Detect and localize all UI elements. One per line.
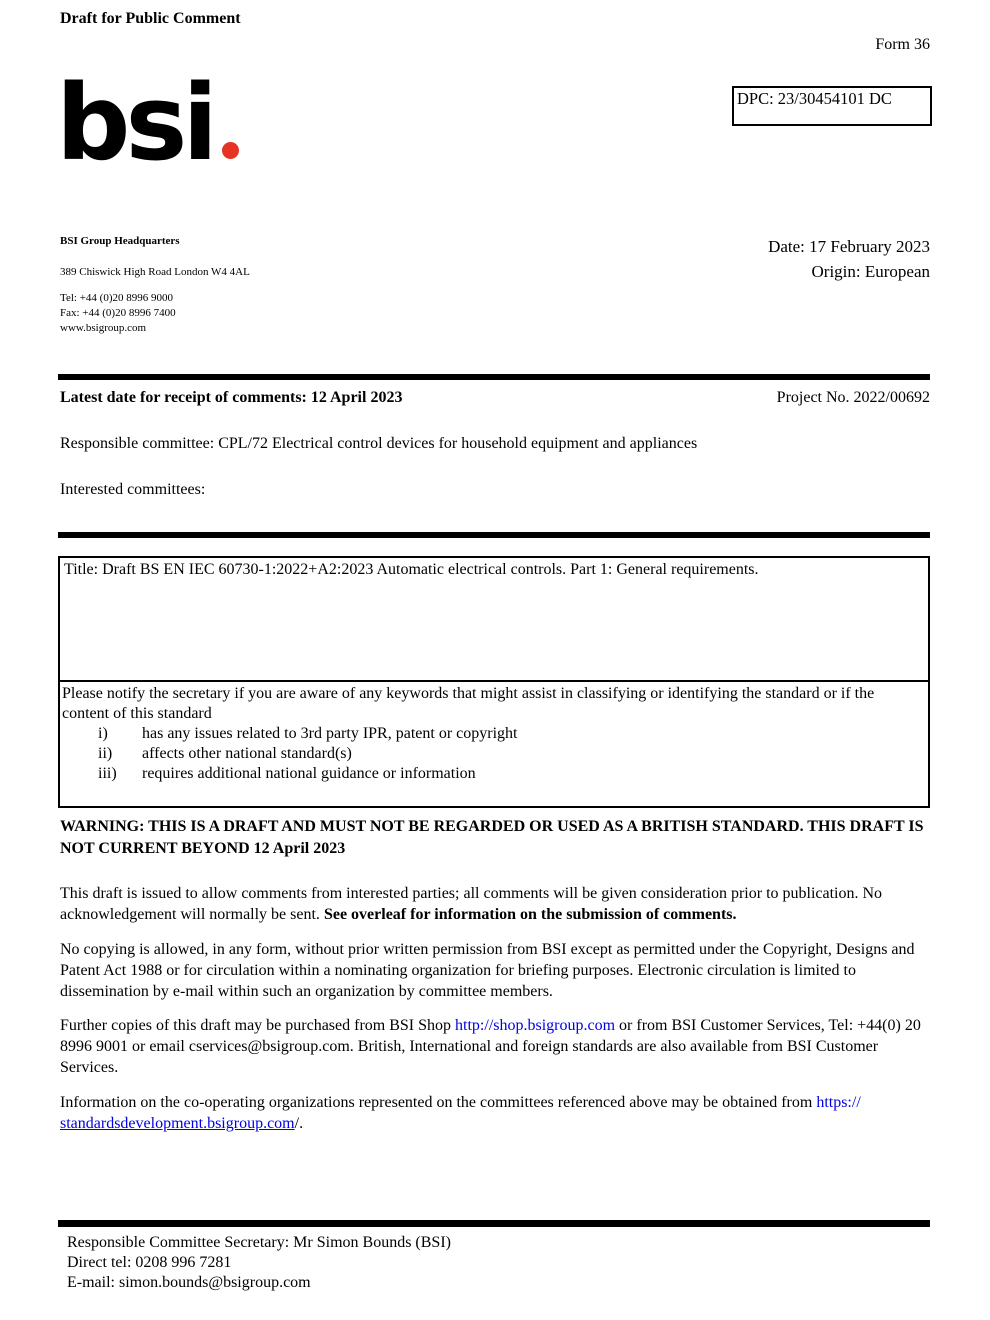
keywords-item-text: requires additional national guidance or information xyxy=(142,765,476,782)
title-keywords-box xyxy=(58,556,930,808)
keywords-intro: Please notify the secretary if you are aware of any keywords that might assist in classifying or identifying the standard or if the content of this standard xyxy=(62,685,875,722)
dpc-number-box xyxy=(732,86,932,126)
keywords-item xyxy=(62,724,924,744)
form-number: Form 36 xyxy=(875,36,930,53)
footer-block xyxy=(67,1233,451,1293)
divider-bar-footer xyxy=(58,1220,930,1227)
interested-committees: Interested committees: xyxy=(60,481,206,498)
standard-title: Title: Draft BS EN IEC 60730-1:2022+A2:2023 Automatic electrical controls. Part 1: General requirements. xyxy=(64,561,759,578)
keywords-item xyxy=(62,744,924,764)
keywords-section xyxy=(60,682,928,806)
warning-text: WARNING: THIS IS A DRAFT AND MUST NOT BE REGARDED OR USED AS A BRITISH STANDARD. THIS DRAFT IS NOT CURRENT BEYOND 12 April 2023 xyxy=(60,818,924,857)
bsi-shop-link[interactable]: http://shop.bsigroup.com xyxy=(455,1017,616,1034)
footer-email: E-mail: simon.bounds@bsigroup.com xyxy=(67,1274,311,1291)
hq-fax: Fax: +44 (0)20 8996 7400 xyxy=(60,307,176,319)
keywords-item-numeral: ii) xyxy=(98,745,113,762)
hq-tel: Tel: +44 (0)20 8996 9000 xyxy=(60,292,173,304)
hq-website: www.bsigroup.com xyxy=(60,322,147,334)
dpc-number: DPC: 23/30454101 DC xyxy=(737,89,892,108)
title-section xyxy=(60,558,928,682)
date-line: Date: 17 February 2023 xyxy=(768,237,930,256)
see-overleaf-text: See overleaf for information on the submission of comments. xyxy=(323,906,737,923)
hq-name: BSI Group Headquarters xyxy=(60,235,180,247)
divider-bar-top xyxy=(58,374,930,380)
paragraph-cooperating-orgs xyxy=(60,1092,934,1134)
standards-development-link-scheme[interactable]: https:// xyxy=(816,1094,861,1111)
committee-secretary: Responsible Committee Secretary: Mr Simon Bounds (BSI) xyxy=(67,1234,451,1251)
customer-services-text: or from BSI Customer Services, Tel: +44(0) 20 8996 9001 or email cservices@bsigroup.com. British, International and foreign standards are also available from BSI Customer Services. xyxy=(60,1017,921,1076)
comments-deadline-row xyxy=(60,389,930,407)
bsi-logo-text: bsi xyxy=(56,62,213,184)
cooperating-orgs-period: /. xyxy=(294,1115,304,1132)
cooperating-orgs-text: Information on the co-operating organizations represented on the committees referenced above may be obtained from xyxy=(60,1094,817,1111)
latest-date-for-comments: Latest date for receipt of comments: 12 April 2023 xyxy=(60,389,403,406)
bsi-logo-red-dot xyxy=(222,142,239,159)
bsi-logo xyxy=(56,62,239,184)
keywords-item-text: has any issues related to 3rd party IPR, patent or copyright xyxy=(142,725,518,742)
keywords-item xyxy=(62,764,924,784)
hq-street: 389 Chiswick High Road London W4 4AL xyxy=(60,266,250,278)
doc-type-heading: Draft for Public Comment xyxy=(60,10,241,27)
draft-issued-text: This draft is issued to allow comments from interested parties; all comments will be given consideration prior to publication. No acknowledgement will normally be sent. xyxy=(60,885,883,923)
project-number: Project No. 2022/00692 xyxy=(776,389,930,406)
meta-block xyxy=(768,234,930,284)
keywords-item-numeral: iii) xyxy=(98,765,117,782)
further-copies-text: Further copies of this draft may be purchased from BSI Shop xyxy=(60,1017,456,1034)
paragraph-further-copies xyxy=(60,1015,934,1078)
paragraph-draft-issued xyxy=(60,883,934,925)
keywords-item-text: affects other national standard(s) xyxy=(142,745,352,762)
address-block xyxy=(60,234,250,336)
divider-bar-middle xyxy=(58,532,930,538)
standards-development-link[interactable]: standardsdevelopment.bsigroup.com xyxy=(60,1115,295,1132)
paragraph-no-copying: No copying is allowed, in any form, without prior written permission from BSI except as permitted under the Copyright, Designs and Patent Act 1988 or for circulation within a nominating organization for briefing purposes. Electronic circulation is limited to dissemination by e-mail within such an organization by committee members. xyxy=(60,941,915,1000)
origin-line: Origin: European xyxy=(811,262,930,281)
direct-tel: Direct tel: 0208 996 7281 xyxy=(67,1254,232,1271)
responsible-committee: Responsible committee: CPL/72 Electrical control devices for household equipment and appliances xyxy=(60,435,698,452)
keywords-item-numeral: i) xyxy=(98,725,108,742)
